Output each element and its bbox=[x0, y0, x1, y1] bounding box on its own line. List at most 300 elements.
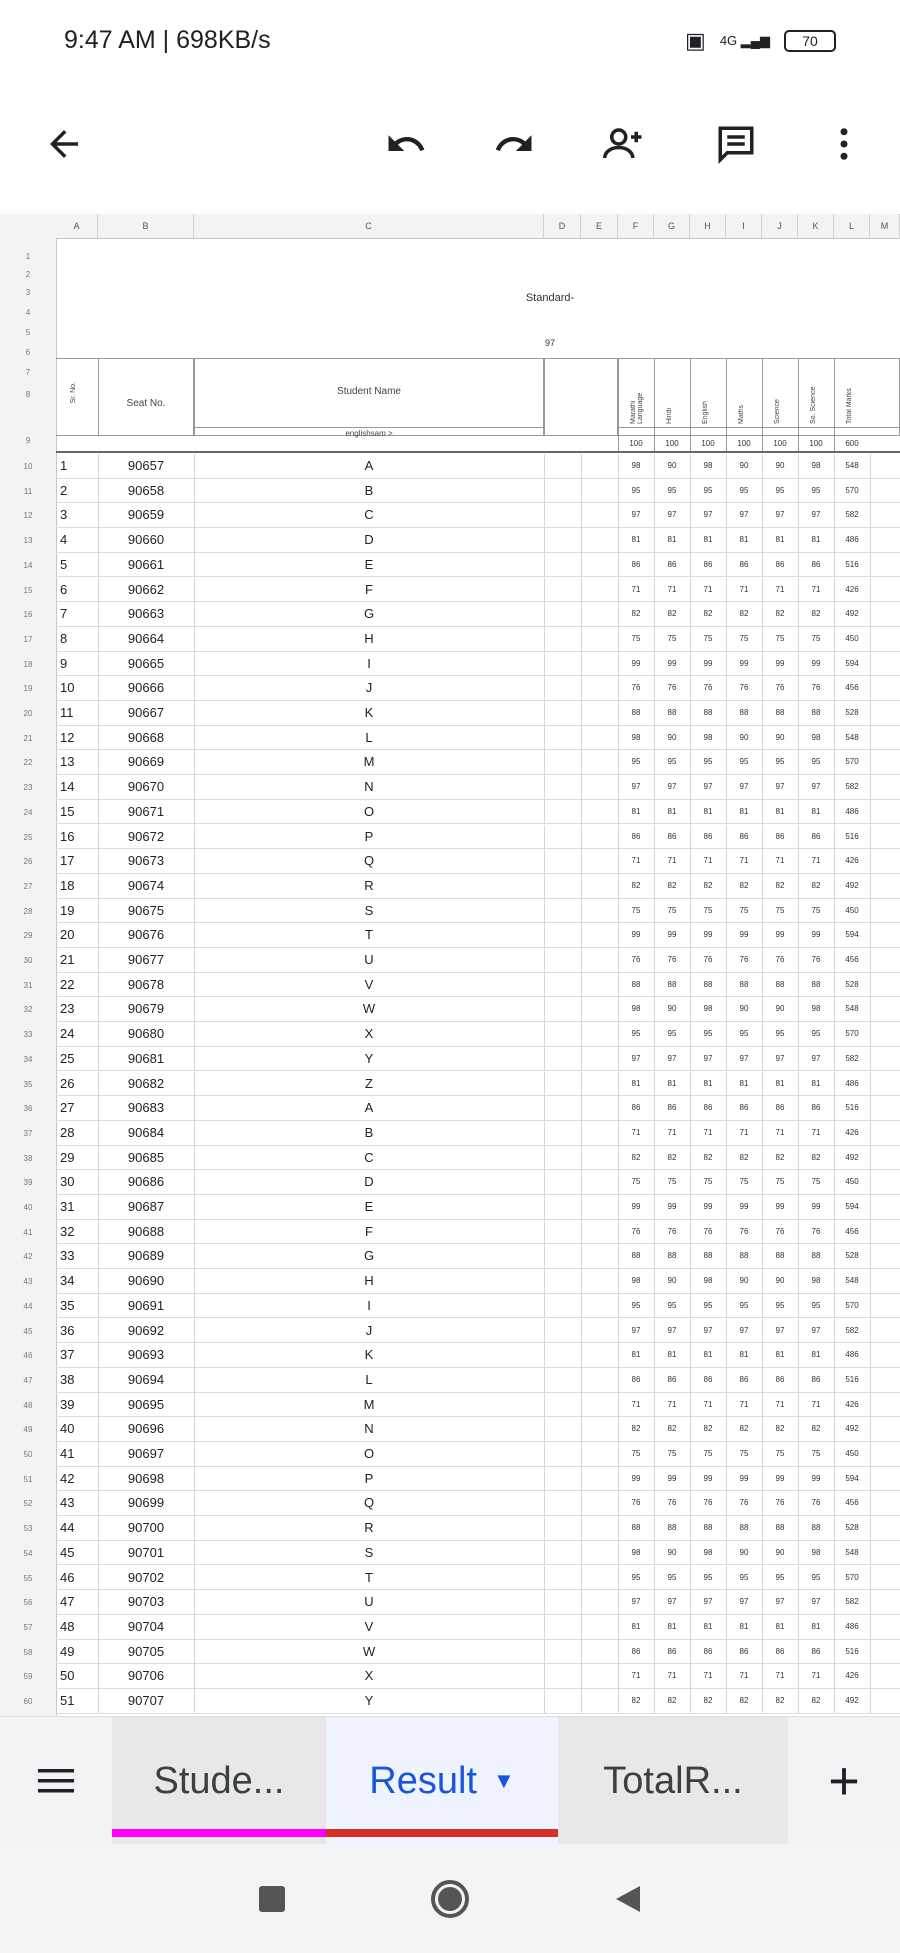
name-cell[interactable]: C bbox=[364, 1149, 374, 1165]
marks-cell[interactable]: 82 bbox=[775, 1696, 785, 1705]
marks-cell[interactable]: 98 bbox=[631, 1276, 641, 1286]
row-number[interactable]: 7 bbox=[25, 368, 31, 377]
marks-cell[interactable]: 76 bbox=[811, 1498, 821, 1508]
marks-cell[interactable]: 81 bbox=[667, 806, 677, 816]
marks-cell[interactable]: 98 bbox=[811, 732, 821, 742]
marks-cell[interactable]: 88 bbox=[631, 979, 641, 989]
seat-cell[interactable]: 90683 bbox=[127, 1100, 165, 1116]
table-row[interactable] bbox=[56, 454, 900, 479]
table-row[interactable] bbox=[56, 1096, 900, 1121]
marks-cell[interactable]: 90 bbox=[739, 732, 749, 742]
row-number[interactable]: 16 bbox=[23, 610, 33, 620]
marks-cell[interactable]: 98 bbox=[703, 732, 713, 742]
marks-cell[interactable]: 95 bbox=[775, 485, 785, 495]
marks-cell[interactable]: 86 bbox=[811, 559, 821, 569]
table-row[interactable] bbox=[56, 1319, 900, 1344]
total-cell[interactable]: 570 bbox=[845, 485, 859, 495]
marks-cell[interactable]: 88 bbox=[739, 1523, 749, 1533]
marks-cell[interactable]: 82 bbox=[631, 880, 641, 890]
seat-cell[interactable]: 90675 bbox=[127, 902, 165, 918]
row-number[interactable]: 22 bbox=[23, 758, 33, 768]
table-row[interactable] bbox=[56, 627, 900, 652]
max-marks[interactable]: 100 bbox=[701, 439, 715, 448]
add-person-icon[interactable] bbox=[590, 110, 658, 178]
marks-cell[interactable]: 86 bbox=[811, 1374, 821, 1384]
total-cell[interactable]: 548 bbox=[845, 1547, 859, 1557]
marks-cell[interactable]: 75 bbox=[667, 1449, 677, 1458]
table-row[interactable] bbox=[56, 1047, 900, 1072]
name-cell[interactable]: R bbox=[364, 1520, 374, 1536]
marks-cell[interactable]: 97 bbox=[667, 1597, 677, 1607]
row-number[interactable]: 38 bbox=[23, 1153, 33, 1163]
seat-cell[interactable]: 90694 bbox=[127, 1371, 165, 1387]
column-header-f[interactable]: F bbox=[618, 214, 654, 238]
marks-cell[interactable]: 95 bbox=[703, 485, 713, 495]
seat-cell[interactable]: 90707 bbox=[127, 1693, 165, 1708]
seat-cell[interactable]: 90691 bbox=[127, 1297, 165, 1313]
table-row[interactable] bbox=[56, 948, 900, 973]
marks-cell[interactable]: 81 bbox=[667, 1350, 677, 1360]
name-cell[interactable]: D bbox=[364, 532, 374, 548]
home-icon[interactable] bbox=[420, 1869, 480, 1929]
marks-cell[interactable]: 86 bbox=[811, 1103, 821, 1113]
seat-cell[interactable]: 90697 bbox=[127, 1446, 165, 1461]
row-number[interactable]: 6 bbox=[25, 348, 31, 357]
seat-cell[interactable]: 90699 bbox=[127, 1495, 165, 1511]
marks-cell[interactable]: 97 bbox=[631, 1053, 641, 1063]
total-cell[interactable]: 594 bbox=[845, 930, 859, 940]
seat-cell[interactable]: 90695 bbox=[127, 1396, 165, 1412]
subject-header[interactable]: English bbox=[702, 401, 709, 424]
marks-cell[interactable]: 97 bbox=[775, 1597, 785, 1607]
total-cell[interactable]: 450 bbox=[845, 1449, 859, 1458]
marks-cell[interactable]: 76 bbox=[631, 683, 641, 693]
row-number[interactable]: 17 bbox=[23, 634, 33, 644]
seat-cell[interactable]: 90668 bbox=[127, 729, 165, 745]
name-cell[interactable]: R bbox=[364, 877, 374, 893]
seat-cell[interactable]: 90703 bbox=[127, 1594, 165, 1610]
marks-cell[interactable]: 82 bbox=[775, 1424, 785, 1434]
sr-cell[interactable]: 24 bbox=[60, 1026, 75, 1042]
total-cell[interactable]: 486 bbox=[845, 535, 859, 545]
sr-cell[interactable]: 39 bbox=[60, 1396, 75, 1412]
marks-cell[interactable]: 86 bbox=[667, 831, 677, 841]
marks-cell[interactable]: 76 bbox=[667, 1498, 677, 1508]
seat-cell[interactable]: 90705 bbox=[127, 1643, 165, 1659]
row-number[interactable]: 27 bbox=[23, 881, 33, 891]
marks-cell[interactable]: 99 bbox=[775, 658, 785, 668]
name-cell[interactable]: D bbox=[364, 1174, 374, 1190]
table-row[interactable] bbox=[56, 1220, 900, 1245]
seat-cell[interactable]: 90704 bbox=[127, 1618, 165, 1634]
marks-cell[interactable]: 71 bbox=[739, 856, 749, 866]
sr-cell[interactable]: 34 bbox=[60, 1273, 75, 1289]
row-number[interactable]: 13 bbox=[23, 536, 33, 546]
subject-header[interactable]: Maths bbox=[738, 404, 745, 424]
marks-cell[interactable]: 95 bbox=[631, 1572, 641, 1582]
sr-cell[interactable]: 7 bbox=[60, 606, 68, 622]
marks-cell[interactable]: 82 bbox=[667, 880, 677, 890]
marks-cell[interactable]: 86 bbox=[667, 1646, 677, 1656]
table-row[interactable] bbox=[56, 849, 900, 874]
more-vert-icon[interactable] bbox=[810, 110, 878, 178]
seat-cell[interactable]: 90667 bbox=[127, 705, 165, 720]
marks-cell[interactable]: 82 bbox=[739, 609, 749, 619]
total-cell[interactable]: 528 bbox=[845, 708, 859, 717]
marks-cell[interactable]: 71 bbox=[631, 1671, 641, 1681]
name-cell[interactable]: E bbox=[364, 556, 374, 572]
marks-cell[interactable]: 97 bbox=[667, 510, 677, 520]
name-cell[interactable]: V bbox=[364, 976, 374, 992]
marks-cell[interactable]: 71 bbox=[631, 1399, 641, 1409]
total-cell[interactable]: 516 bbox=[845, 1103, 859, 1113]
seat-cell[interactable]: 90658 bbox=[127, 482, 165, 498]
marks-cell[interactable]: 71 bbox=[739, 1671, 749, 1681]
marks-cell[interactable]: 88 bbox=[667, 1251, 677, 1261]
marks-cell[interactable]: 76 bbox=[739, 1498, 749, 1508]
name-cell[interactable]: T bbox=[365, 1569, 373, 1585]
marks-cell[interactable]: 82 bbox=[811, 1424, 821, 1434]
sr-cell[interactable]: 25 bbox=[60, 1050, 75, 1066]
marks-cell[interactable]: 97 bbox=[775, 1053, 785, 1063]
comment-icon[interactable] bbox=[702, 110, 770, 178]
table-row[interactable] bbox=[56, 750, 900, 775]
marks-cell[interactable]: 81 bbox=[631, 535, 641, 545]
seat-cell[interactable]: 90678 bbox=[127, 976, 165, 992]
marks-cell[interactable]: 71 bbox=[775, 1127, 785, 1137]
total-cell[interactable]: 486 bbox=[845, 1078, 859, 1088]
marks-cell[interactable]: 75 bbox=[631, 905, 641, 915]
marks-cell[interactable]: 76 bbox=[703, 1226, 713, 1236]
marks-cell[interactable]: 76 bbox=[667, 1226, 677, 1236]
dropdown-arrow-icon[interactable]: ▼ bbox=[492, 1768, 515, 1793]
row-number[interactable]: 8 bbox=[25, 390, 31, 399]
recents-icon[interactable] bbox=[242, 1869, 302, 1929]
seat-cell[interactable]: 90706 bbox=[127, 1668, 165, 1684]
row-number[interactable]: 2 bbox=[25, 270, 31, 279]
marks-cell[interactable]: 86 bbox=[775, 559, 785, 569]
marks-cell[interactable]: 95 bbox=[667, 485, 677, 495]
total-cell[interactable]: 492 bbox=[845, 609, 859, 619]
name-cell[interactable]: L bbox=[365, 729, 373, 745]
marks-cell[interactable]: 95 bbox=[811, 485, 821, 495]
marks-cell[interactable]: 71 bbox=[703, 1399, 713, 1409]
marks-cell[interactable]: 98 bbox=[811, 461, 821, 470]
row-number[interactable]: 15 bbox=[23, 585, 33, 595]
marks-cell[interactable]: 90 bbox=[775, 732, 785, 742]
marks-cell[interactable]: 81 bbox=[667, 1621, 677, 1631]
sr-cell[interactable]: 16 bbox=[60, 828, 75, 844]
column-header-a[interactable]: A bbox=[56, 214, 98, 238]
sr-cell[interactable]: 35 bbox=[60, 1297, 75, 1313]
seat-cell[interactable]: 90692 bbox=[127, 1322, 165, 1338]
seat-cell[interactable]: 90666 bbox=[127, 680, 165, 696]
marks-cell[interactable]: 95 bbox=[703, 757, 713, 767]
row-number[interactable]: 56 bbox=[23, 1598, 33, 1608]
marks-cell[interactable]: 97 bbox=[739, 510, 749, 520]
seat-cell[interactable]: 90696 bbox=[127, 1421, 165, 1437]
total-cell[interactable]: 426 bbox=[845, 1127, 859, 1137]
marks-cell[interactable]: 98 bbox=[703, 1004, 713, 1014]
marks-cell[interactable]: 81 bbox=[739, 1621, 749, 1631]
marks-cell[interactable]: 99 bbox=[775, 1202, 785, 1211]
marks-cell[interactable]: 90 bbox=[775, 1276, 785, 1286]
total-cell[interactable]: 570 bbox=[845, 1300, 859, 1310]
sr-cell[interactable]: 31 bbox=[60, 1199, 75, 1214]
seat-cell[interactable]: 90662 bbox=[127, 581, 165, 597]
sheet-title[interactable]: Standard- bbox=[525, 292, 575, 304]
name-cell[interactable]: M bbox=[363, 1396, 375, 1412]
column-header-m[interactable]: M bbox=[870, 214, 900, 238]
marks-cell[interactable]: 76 bbox=[631, 955, 641, 964]
total-cell[interactable]: 426 bbox=[845, 584, 859, 594]
name-cell[interactable]: K bbox=[364, 705, 374, 720]
seat-cell[interactable]: 90673 bbox=[127, 853, 165, 869]
name-cell[interactable]: I bbox=[367, 655, 371, 671]
marks-cell[interactable]: 86 bbox=[703, 831, 713, 841]
marks-cell[interactable]: 82 bbox=[775, 609, 785, 619]
marks-cell[interactable]: 95 bbox=[667, 757, 677, 767]
total-cell[interactable]: 582 bbox=[845, 1597, 859, 1607]
seat-cell[interactable]: 90659 bbox=[127, 507, 165, 523]
marks-cell[interactable]: 86 bbox=[775, 1103, 785, 1113]
row-number[interactable]: 54 bbox=[23, 1548, 33, 1558]
marks-cell[interactable]: 99 bbox=[739, 930, 749, 940]
column-header-b[interactable]: B bbox=[98, 214, 194, 238]
marks-cell[interactable]: 75 bbox=[775, 905, 785, 915]
marks-cell[interactable]: 71 bbox=[667, 1399, 677, 1409]
total-cell[interactable]: 570 bbox=[845, 1029, 859, 1039]
table-row[interactable] bbox=[56, 1195, 900, 1220]
name-cell[interactable]: E bbox=[364, 1199, 374, 1214]
name-cell[interactable]: H bbox=[364, 1273, 374, 1289]
row-number[interactable]: 46 bbox=[23, 1351, 33, 1361]
marks-cell[interactable]: 90 bbox=[775, 461, 785, 470]
marks-cell[interactable]: 88 bbox=[631, 1523, 641, 1533]
marks-cell[interactable]: 88 bbox=[667, 1523, 677, 1533]
marks-cell[interactable]: 71 bbox=[667, 1127, 677, 1137]
total-cell[interactable]: 570 bbox=[845, 1572, 859, 1582]
seat-cell[interactable]: 90672 bbox=[127, 828, 165, 844]
marks-cell[interactable]: 82 bbox=[703, 1424, 713, 1434]
spreadsheet-grid[interactable] bbox=[0, 214, 900, 1716]
marks-cell[interactable]: 81 bbox=[703, 535, 713, 545]
seat-cell[interactable]: 90682 bbox=[127, 1075, 165, 1091]
marks-cell[interactable]: 97 bbox=[811, 1597, 821, 1607]
row-number[interactable]: 9 bbox=[25, 436, 31, 445]
marks-cell[interactable]: 99 bbox=[667, 658, 677, 668]
marks-cell[interactable]: 71 bbox=[811, 1127, 821, 1137]
marks-cell[interactable]: 97 bbox=[739, 1053, 749, 1063]
row-number[interactable]: 42 bbox=[23, 1252, 33, 1262]
seat-cell[interactable]: 90687 bbox=[127, 1199, 165, 1214]
marks-cell[interactable]: 88 bbox=[631, 708, 641, 717]
sr-cell[interactable]: 28 bbox=[60, 1124, 75, 1140]
marks-cell[interactable]: 81 bbox=[775, 535, 785, 545]
marks-cell[interactable]: 95 bbox=[775, 1572, 785, 1582]
subject-header[interactable]: Hindi bbox=[666, 408, 673, 424]
sr-cell[interactable]: 18 bbox=[60, 877, 75, 893]
row-number[interactable]: 3 bbox=[25, 288, 31, 297]
marks-cell[interactable]: 90 bbox=[775, 1004, 785, 1014]
total-cell[interactable]: 456 bbox=[845, 683, 859, 693]
row-number[interactable]: 40 bbox=[23, 1203, 33, 1212]
marks-cell[interactable]: 71 bbox=[775, 1671, 785, 1681]
seat-cell[interactable]: 90701 bbox=[127, 1544, 165, 1560]
column-header-d[interactable]: D bbox=[544, 214, 581, 238]
name-cell[interactable]: Y bbox=[364, 1693, 374, 1708]
marks-cell[interactable]: 97 bbox=[703, 782, 713, 792]
total-cell[interactable]: 450 bbox=[845, 1177, 859, 1187]
total-cell[interactable]: 548 bbox=[845, 1276, 859, 1286]
marks-cell[interactable]: 81 bbox=[703, 1078, 713, 1088]
marks-cell[interactable]: 75 bbox=[739, 1177, 749, 1187]
marks-cell[interactable]: 76 bbox=[775, 1226, 785, 1236]
marks-cell[interactable]: 76 bbox=[811, 955, 821, 964]
marks-cell[interactable]: 75 bbox=[739, 1449, 749, 1458]
seat-cell[interactable]: 90686 bbox=[127, 1174, 165, 1190]
marks-cell[interactable]: 82 bbox=[811, 609, 821, 619]
name-cell[interactable]: U bbox=[364, 1594, 374, 1610]
marks-cell[interactable]: 97 bbox=[775, 1325, 785, 1335]
back-arrow-icon[interactable] bbox=[30, 110, 98, 178]
marks-cell[interactable]: 86 bbox=[739, 1374, 749, 1384]
marks-cell[interactable]: 90 bbox=[667, 1276, 677, 1286]
marks-cell[interactable]: 99 bbox=[667, 1473, 677, 1483]
marks-cell[interactable]: 95 bbox=[811, 1300, 821, 1310]
row-number[interactable]: 21 bbox=[23, 733, 33, 743]
marks-cell[interactable]: 81 bbox=[703, 1350, 713, 1360]
table-row[interactable] bbox=[56, 973, 900, 998]
marks-cell[interactable]: 75 bbox=[811, 905, 821, 915]
marks-cell[interactable]: 97 bbox=[667, 1325, 677, 1335]
marks-cell[interactable]: 97 bbox=[631, 1597, 641, 1607]
marks-cell[interactable]: 75 bbox=[703, 1177, 713, 1187]
marks-cell[interactable]: 81 bbox=[667, 535, 677, 545]
sr-cell[interactable]: 3 bbox=[60, 507, 68, 523]
seat-cell[interactable]: 90661 bbox=[127, 556, 165, 572]
marks-cell[interactable]: 86 bbox=[739, 559, 749, 569]
table-row[interactable] bbox=[56, 899, 900, 924]
marks-cell[interactable]: 82 bbox=[811, 1696, 821, 1705]
name-cell[interactable]: M bbox=[363, 754, 375, 770]
seat-cell[interactable]: 90681 bbox=[127, 1050, 165, 1066]
marks-cell[interactable]: 81 bbox=[739, 1350, 749, 1360]
name-sub-header[interactable]: englishsam > bbox=[345, 429, 393, 438]
marks-cell[interactable]: 86 bbox=[775, 1374, 785, 1384]
marks-cell[interactable]: 99 bbox=[703, 930, 713, 940]
row-number[interactable]: 32 bbox=[23, 1005, 33, 1015]
marks-cell[interactable]: 99 bbox=[775, 1473, 785, 1483]
total-cell[interactable]: 582 bbox=[845, 1053, 859, 1063]
row-number[interactable]: 29 bbox=[23, 931, 33, 941]
row-number[interactable]: 19 bbox=[23, 684, 33, 694]
name-cell[interactable]: I bbox=[367, 1297, 371, 1313]
marks-cell[interactable]: 97 bbox=[631, 510, 641, 520]
table-row[interactable] bbox=[56, 1170, 900, 1195]
row-number[interactable]: 31 bbox=[23, 980, 33, 990]
name-cell[interactable]: Q bbox=[363, 1495, 375, 1511]
total-cell[interactable]: 516 bbox=[845, 559, 859, 569]
row-number[interactable]: 47 bbox=[23, 1375, 33, 1385]
sr-cell[interactable]: 45 bbox=[60, 1544, 75, 1560]
sr-cell[interactable]: 21 bbox=[60, 952, 75, 967]
marks-cell[interactable]: 82 bbox=[667, 1424, 677, 1434]
marks-cell[interactable]: 76 bbox=[631, 1226, 641, 1236]
marks-cell[interactable]: 82 bbox=[811, 880, 821, 890]
table-row[interactable] bbox=[56, 1121, 900, 1146]
row-number[interactable]: 24 bbox=[23, 807, 33, 817]
marks-cell[interactable]: 76 bbox=[811, 683, 821, 693]
marks-cell[interactable]: 82 bbox=[739, 1152, 749, 1162]
total-cell[interactable]: 426 bbox=[845, 1671, 859, 1681]
total-cell[interactable]: 492 bbox=[845, 1152, 859, 1162]
marks-cell[interactable]: 95 bbox=[631, 485, 641, 495]
marks-cell[interactable]: 71 bbox=[631, 584, 641, 594]
table-row[interactable] bbox=[56, 1541, 900, 1566]
marks-cell[interactable]: 81 bbox=[703, 806, 713, 816]
seat-cell[interactable]: 90689 bbox=[127, 1248, 165, 1264]
sr-cell[interactable]: 38 bbox=[60, 1371, 75, 1387]
marks-cell[interactable]: 86 bbox=[667, 1374, 677, 1384]
sr-cell[interactable]: 9 bbox=[60, 655, 68, 671]
marks-cell[interactable]: 90 bbox=[739, 1004, 749, 1014]
marks-cell[interactable]: 71 bbox=[667, 1671, 677, 1681]
table-row[interactable] bbox=[56, 701, 900, 726]
marks-cell[interactable]: 95 bbox=[703, 1029, 713, 1039]
sr-cell[interactable]: 42 bbox=[60, 1470, 75, 1486]
name-cell[interactable]: F bbox=[365, 581, 373, 597]
marks-cell[interactable]: 82 bbox=[739, 880, 749, 890]
marks-cell[interactable]: 95 bbox=[739, 485, 749, 495]
seat-header[interactable]: Seat No. bbox=[126, 398, 166, 409]
sr-cell[interactable]: 8 bbox=[60, 630, 68, 646]
marks-cell[interactable]: 99 bbox=[631, 1473, 641, 1483]
marks-cell[interactable]: 99 bbox=[811, 658, 821, 668]
total-cell[interactable]: 528 bbox=[845, 1251, 859, 1261]
table-row[interactable] bbox=[56, 553, 900, 578]
marks-cell[interactable]: 75 bbox=[703, 905, 713, 915]
marks-cell[interactable]: 81 bbox=[631, 806, 641, 816]
marks-cell[interactable]: 95 bbox=[631, 1029, 641, 1039]
marks-cell[interactable]: 71 bbox=[739, 584, 749, 594]
marks-cell[interactable]: 76 bbox=[703, 683, 713, 693]
marks-cell[interactable]: 71 bbox=[811, 1399, 821, 1409]
sr-cell[interactable]: 22 bbox=[60, 976, 75, 992]
name-cell[interactable]: A bbox=[364, 458, 374, 473]
row-number[interactable]: 35 bbox=[23, 1079, 33, 1089]
table-row[interactable] bbox=[56, 825, 900, 850]
sr-cell[interactable]: 12 bbox=[60, 729, 75, 745]
marks-cell[interactable]: 97 bbox=[703, 510, 713, 520]
marks-cell[interactable]: 99 bbox=[667, 930, 677, 940]
marks-cell[interactable]: 97 bbox=[631, 782, 641, 792]
marks-cell[interactable]: 71 bbox=[703, 1127, 713, 1137]
marks-cell[interactable]: 97 bbox=[703, 1325, 713, 1335]
sr-cell[interactable]: 14 bbox=[60, 779, 75, 795]
name-cell[interactable]: Q bbox=[363, 853, 375, 869]
total-cell[interactable]: 492 bbox=[845, 880, 859, 890]
max-marks[interactable]: 100 bbox=[665, 439, 679, 448]
marks-cell[interactable]: 97 bbox=[775, 782, 785, 792]
marks-cell[interactable]: 88 bbox=[775, 1523, 785, 1533]
marks-cell[interactable]: 88 bbox=[811, 979, 821, 989]
marks-cell[interactable]: 90 bbox=[667, 732, 677, 742]
seat-cell[interactable]: 90685 bbox=[127, 1149, 165, 1165]
marks-cell[interactable]: 76 bbox=[811, 1226, 821, 1236]
seat-cell[interactable]: 90670 bbox=[127, 779, 165, 795]
sr-cell[interactable]: 4 bbox=[60, 532, 68, 548]
